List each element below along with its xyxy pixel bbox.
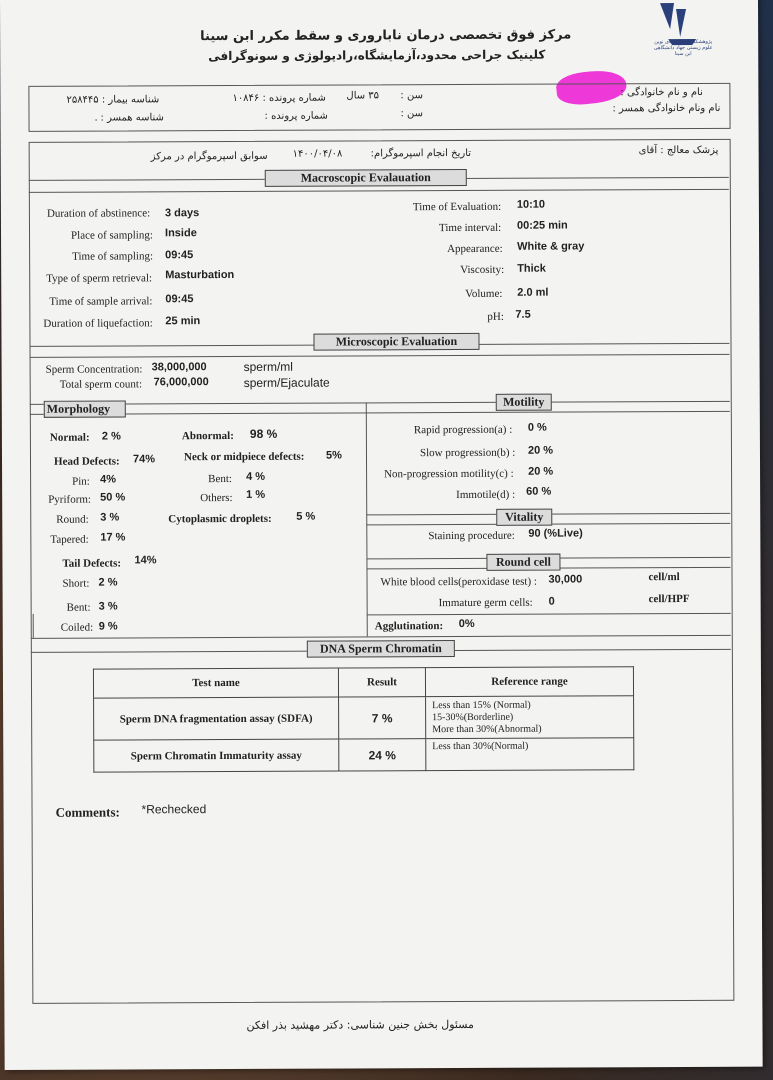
ref-line: 15-30%(Borderline)	[432, 711, 514, 723]
place-label: Place of sampling:	[71, 229, 153, 242]
arrival-value: 09:45	[165, 293, 194, 306]
retrieval-value: Masturbation	[165, 268, 235, 282]
coiled-label: Coiled:	[60, 621, 94, 634]
total-count-label: Total sperm count:	[59, 378, 143, 391]
volume-value: 2.0 ml	[517, 286, 549, 299]
volume-label: Volume:	[465, 287, 503, 300]
others-label: Others:	[200, 491, 233, 505]
age-value: ۳۵ سال	[346, 90, 380, 102]
short-value: 2 %	[98, 576, 118, 589]
age-label: سن :	[400, 90, 423, 102]
cytoplasmic-label: Cytoplasmic droplets:	[168, 512, 272, 526]
time-sampling-value: 09:45	[165, 249, 194, 262]
motility-section-title: Motility	[496, 394, 552, 411]
appearance-label: Appearance:	[447, 242, 503, 256]
arrival-label: Time of sample arrival:	[49, 295, 153, 308]
rapid-value: 0 %	[527, 421, 547, 434]
pyriform-label: Pyriform:	[48, 493, 91, 506]
report-frame	[29, 139, 735, 1004]
pin-label: Pin:	[72, 475, 90, 488]
tapered-label: Tapered:	[50, 533, 89, 546]
row-reference	[426, 696, 634, 739]
wbc-unit: cell/ml	[648, 571, 680, 584]
morphology-section-title: Morphology	[44, 400, 126, 417]
wbc-value: 30,000	[548, 573, 583, 586]
clinic-title: مرکز فوق تخصصی درمان ناباروری و سقط مکرر ابن سینا	[200, 27, 572, 45]
abstinence-label: Duration of abstinence:	[46, 207, 151, 220]
place-value: Inside	[164, 227, 197, 240]
viscosity-label: Viscosity:	[460, 263, 505, 276]
abnormal-value: 98 %	[249, 426, 278, 441]
dna-results-table	[93, 666, 634, 772]
vitality-section-title: Vitality	[496, 509, 552, 526]
pyriform-value: 50 %	[100, 491, 126, 504]
head-bent-label: Bent:	[208, 472, 232, 486]
col-result: Result	[338, 668, 425, 697]
interval-value: 00:25 min	[516, 219, 568, 232]
coiled-value: 9 %	[98, 620, 118, 633]
staining-label: Staining procedure:	[428, 529, 515, 543]
spouse-id-value: .	[94, 112, 98, 124]
head-defects-value: 74%	[132, 453, 156, 466]
appearance-value: White & gray	[517, 240, 585, 253]
tail-bent-label: Bent:	[66, 601, 91, 614]
igc-value: 0	[548, 595, 555, 608]
evaluation-time-label: Time of Evaluation:	[412, 200, 502, 214]
tail-bent-value: 3 %	[98, 600, 118, 613]
spouse-id-label: شناسه همسر :	[100, 112, 164, 124]
tapered-value: 17 %	[100, 531, 126, 544]
table-row	[94, 696, 634, 740]
row-test-name: Sperm DNA fragmentation assay (SDFA)	[94, 697, 339, 740]
interval-label: Time interval:	[438, 221, 502, 235]
patient-name-label: نام و نام خانوادگی :	[620, 86, 703, 99]
comments-label: Comments:	[55, 804, 120, 820]
ph-label: pH:	[487, 310, 504, 323]
concentration-value: 38,000,000	[151, 361, 207, 374]
ref-line: Less than 30%(Normal)	[432, 740, 529, 753]
evaluation-time-value: 10:10	[516, 198, 546, 211]
round-value: 3 %	[100, 511, 120, 524]
cytoplasmic-value: 5 %	[296, 510, 316, 523]
others-value: 1 %	[246, 488, 266, 501]
head-defects-label: Head Defects:	[53, 455, 120, 468]
ref-line: More than 30%(Abnormal)	[432, 723, 542, 735]
agglutination-value: 0%	[458, 617, 475, 631]
macroscopic-section-title: Macroscopic Evalauation	[265, 169, 467, 187]
nonprog-value: 20 %	[528, 465, 554, 478]
patient-id: شناسه بیمار : ۲۵۸۴۴۵	[66, 94, 160, 106]
ph-value: 7.5	[515, 308, 531, 321]
spouse-name-label: نام ونام خانوادگی همسر :	[612, 102, 721, 115]
time-sampling-label: Time of sampling:	[72, 250, 154, 263]
igc-unit: cell/HPF	[648, 592, 690, 606]
immotile-value: 60 %	[526, 485, 552, 498]
col-reference: Reference range	[425, 667, 633, 697]
slow-value: 20 %	[527, 444, 554, 457]
pin-value: 4%	[100, 473, 117, 486]
immotile-label: Immotile(d) :	[456, 488, 516, 502]
ref-line: Less than 15% (Normal)	[432, 699, 531, 711]
clinic-subtitle: کلینیک جراحی محدود،آزمایشگاه،رادیولوژی و سونوگرافی	[208, 47, 546, 64]
rapid-label: Rapid progression(a) :	[413, 423, 513, 437]
liquefaction-value: 25 min	[165, 315, 201, 328]
igc-label: Immature germ cells:	[438, 596, 533, 610]
logo-text: پژوهشکده فناوری های نوین علوم زیستی جهاد دانشگاهی ابن سینا	[653, 38, 713, 58]
round-cell-section-title: Round cell	[486, 554, 560, 571]
comments-value: *Rechecked	[141, 802, 207, 817]
nonprog-label: Non-progression motility(c) :	[384, 467, 514, 481]
spouse-file-number: شماره پرونده :	[264, 110, 328, 122]
head-bent-value: 4 %	[246, 470, 266, 483]
row-result: 24 %	[339, 739, 426, 771]
total-count-value: 76,000,000	[153, 376, 209, 389]
file-number: شماره پرونده : ۱۰۸۴۶	[232, 92, 326, 104]
date-value: ۱۴۰۰/۰۴/۰۸	[292, 148, 343, 160]
short-label: Short:	[62, 577, 90, 590]
wbc-label: White blood cells(peroxidase test) :	[380, 575, 537, 589]
agglutination-label: Agglutination:	[374, 620, 444, 633]
dna-section-title: DNA Sperm Chromatin	[307, 640, 455, 658]
signature-line: مسئول بخش جنین شناسی: دکتر مهشید بذر افکن	[246, 1017, 474, 1032]
tail-defects-value: 14%	[134, 554, 157, 567]
staining-value: 90 (%Live)	[528, 527, 583, 540]
neck-defects-label: Neck or midpiece defects:	[183, 450, 305, 464]
doctor-label: پزشک معالج : آقای	[638, 144, 719, 157]
history-label: سوابق اسپرموگرام در مرکز	[150, 150, 268, 163]
microscopic-section-title: Microscopic Evaluation	[313, 333, 479, 351]
spouse-age-label: سن :	[400, 108, 424, 120]
tail-defects-label: Tail Defects:	[62, 557, 122, 570]
col-test-name: Test name	[93, 668, 338, 698]
row-test-name: Sperm Chromatin Immaturity assay	[94, 739, 339, 772]
concentration-unit: sperm/ml	[243, 359, 293, 374]
neck-defects-value: 5%	[325, 449, 342, 462]
date-label: تاریخ انجام اسپرموگرام:	[370, 147, 472, 160]
normal-value: 2 %	[101, 430, 121, 443]
table-row	[94, 738, 634, 772]
abstinence-value: 3 days	[164, 207, 200, 220]
abnormal-label: Abnormal:	[181, 429, 234, 443]
round-label: Round:	[56, 513, 89, 526]
total-count-unit: sperm/Ejaculate	[243, 375, 330, 390]
slow-label: Slow progression(b) :	[419, 446, 516, 460]
retrieval-label: Type of sperm retrieval:	[46, 272, 153, 285]
viscosity-value: Thick	[517, 262, 546, 275]
row-reference	[426, 738, 634, 771]
liquefaction-label: Duration of liquefaction:	[43, 317, 153, 330]
row-result: 7 %	[339, 697, 426, 739]
concentration-label: Sperm Concentration:	[45, 363, 143, 376]
normal-label: Normal:	[49, 431, 90, 444]
